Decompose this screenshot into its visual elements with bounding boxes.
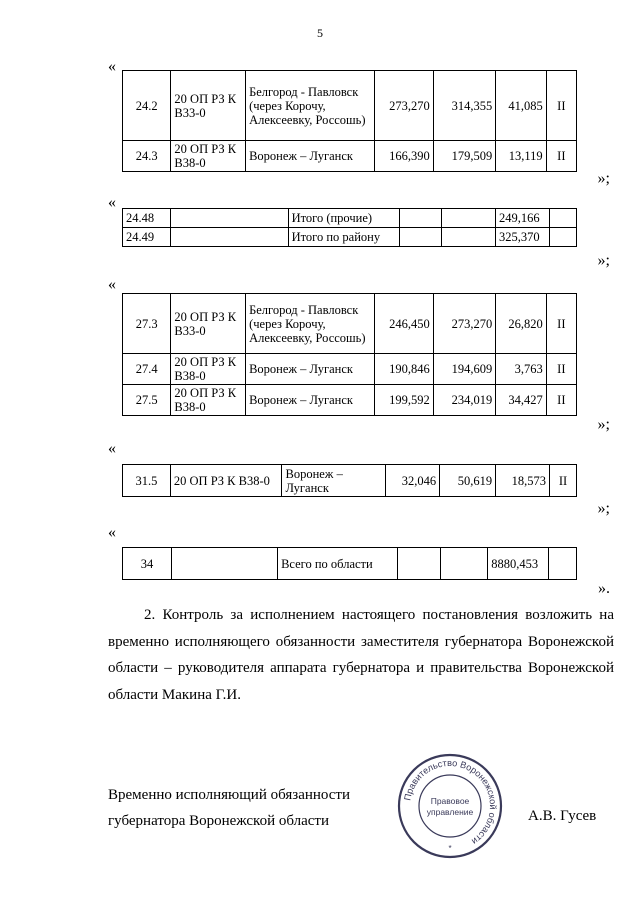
value-start: 246,450 — [375, 294, 434, 354]
value-end: 273,270 — [433, 294, 496, 354]
official-stamp — [396, 752, 504, 860]
open-quote: « — [108, 440, 116, 457]
stamp-center-line1: Правовое — [430, 796, 470, 806]
value-start: 190,846 — [375, 354, 434, 385]
signatory-title-line2: губернатора Воронежской области — [108, 813, 329, 829]
empty-cell — [170, 209, 288, 228]
road-code: 20 ОП РЗ К В38-0 — [171, 141, 246, 172]
value-end: 50,619 — [440, 465, 496, 497]
road-category: II — [546, 354, 576, 385]
value-end: 179,509 — [433, 141, 496, 172]
empty-cell — [550, 209, 577, 228]
empty-cell — [441, 548, 488, 580]
table-row — [123, 385, 577, 416]
row-label: Всего по области — [278, 548, 398, 580]
row-value: 249,166 — [496, 209, 550, 228]
signatory-title — [108, 782, 350, 834]
road-category: II — [546, 71, 576, 141]
signatory-title-line1: Временно исполняющий обязанности — [108, 787, 351, 803]
open-quote: « — [108, 524, 116, 541]
stamp-seal-icon — [396, 752, 504, 860]
value-length: 13,119 — [496, 141, 546, 172]
empty-cell — [442, 209, 496, 228]
empty-cell — [170, 228, 288, 247]
table-row — [123, 71, 577, 141]
value-start: 273,270 — [375, 71, 434, 141]
value-end: 314,355 — [433, 71, 496, 141]
stamp-outer-ring — [399, 755, 501, 857]
row-number: 27.5 — [123, 385, 171, 416]
table-section-31 — [122, 464, 577, 497]
road-name: Белгород - Павловск (через Корочу, Алексеевку, Россошь) — [246, 294, 375, 354]
row-number: 34 — [123, 548, 172, 580]
empty-cell — [549, 548, 577, 580]
table-totals-24 — [122, 208, 577, 247]
close-quote-final: ». — [598, 580, 610, 597]
row-label: Итого (прочие) — [288, 209, 400, 228]
row-label: Итого по району — [288, 228, 400, 247]
table-row — [123, 209, 577, 228]
road-name: Воронеж – Луганск — [282, 465, 386, 497]
road-category: II — [546, 141, 576, 172]
signatory-name: А.В. Гусев — [528, 808, 597, 824]
row-number: 24.48 — [123, 209, 171, 228]
empty-cell — [400, 228, 442, 247]
row-number: 24.49 — [123, 228, 171, 247]
road-code: 20 ОП РЗ К В38-0 — [171, 354, 246, 385]
table-row — [123, 548, 577, 580]
road-name: Белгород - Павловск (через Корочу, Алексеевку, Россошь) — [246, 71, 375, 141]
row-number: 24.2 — [123, 71, 171, 141]
road-code: 20 ОП РЗ К В33-0 — [171, 71, 246, 141]
resolution-paragraph — [108, 602, 614, 708]
close-quote: »; — [597, 170, 610, 187]
table-row — [123, 465, 577, 497]
road-category: II — [550, 465, 577, 497]
stamp-inner-ring — [419, 775, 481, 837]
stamp-ring-label: Правительство Воронежской области — [402, 757, 499, 847]
table-row — [123, 354, 577, 385]
close-quote: »; — [597, 416, 610, 433]
road-code: 20 ОП РЗ К В38-0 — [171, 385, 246, 416]
value-length: 41,085 — [496, 71, 546, 141]
road-category: II — [546, 385, 576, 416]
value-length: 34,427 — [496, 385, 546, 416]
road-code: 20 ОП РЗ К В38-0 — [170, 465, 282, 497]
value-end: 234,019 — [433, 385, 496, 416]
paragraph-text: 2. Контроль за исполнением настоящего постановления возложить на временно исполняющего обязанности заместителя губернатора Воронежской области – руководителя аппарата губернатора и правительства Воронежской области Макина Г.И. — [108, 607, 614, 703]
empty-cell — [442, 228, 496, 247]
row-value: 325,370 — [496, 228, 550, 247]
value-start: 166,390 — [375, 141, 434, 172]
table-row — [123, 141, 577, 172]
road-name: Воронеж – Луганск — [246, 385, 375, 416]
value-start: 32,046 — [386, 465, 440, 497]
stamp-star-icon: * — [448, 844, 452, 853]
value-length: 18,573 — [496, 465, 550, 497]
value-length: 26,820 — [496, 294, 546, 354]
open-quote: « — [108, 276, 116, 293]
row-number: 27.3 — [123, 294, 171, 354]
table-region-total — [122, 547, 577, 580]
empty-cell — [171, 548, 277, 580]
row-number: 24.3 — [123, 141, 171, 172]
empty-cell — [550, 228, 577, 247]
close-quote: »; — [597, 500, 610, 517]
row-number: 31.5 — [123, 465, 171, 497]
table-section-24 — [122, 70, 577, 172]
row-number: 27.4 — [123, 354, 171, 385]
road-code: 20 ОП РЗ К В33-0 — [171, 294, 246, 354]
close-quote: »; — [597, 252, 610, 269]
stamp-center-line2: управление — [426, 807, 474, 817]
value-start: 199,592 — [375, 385, 434, 416]
open-quote: « — [108, 58, 116, 75]
road-name: Воронеж – Луганск — [246, 141, 375, 172]
value-length: 3,763 — [496, 354, 546, 385]
road-name: Воронеж – Луганск — [246, 354, 375, 385]
open-quote: « — [108, 194, 116, 211]
row-value: 8880,453 — [488, 548, 549, 580]
road-category: II — [546, 294, 576, 354]
empty-cell — [400, 209, 442, 228]
table-row — [123, 228, 577, 247]
table-section-27 — [122, 293, 577, 416]
value-end: 194,609 — [433, 354, 496, 385]
empty-cell — [398, 548, 441, 580]
page-number: 5 — [317, 26, 323, 40]
table-row — [123, 294, 577, 354]
